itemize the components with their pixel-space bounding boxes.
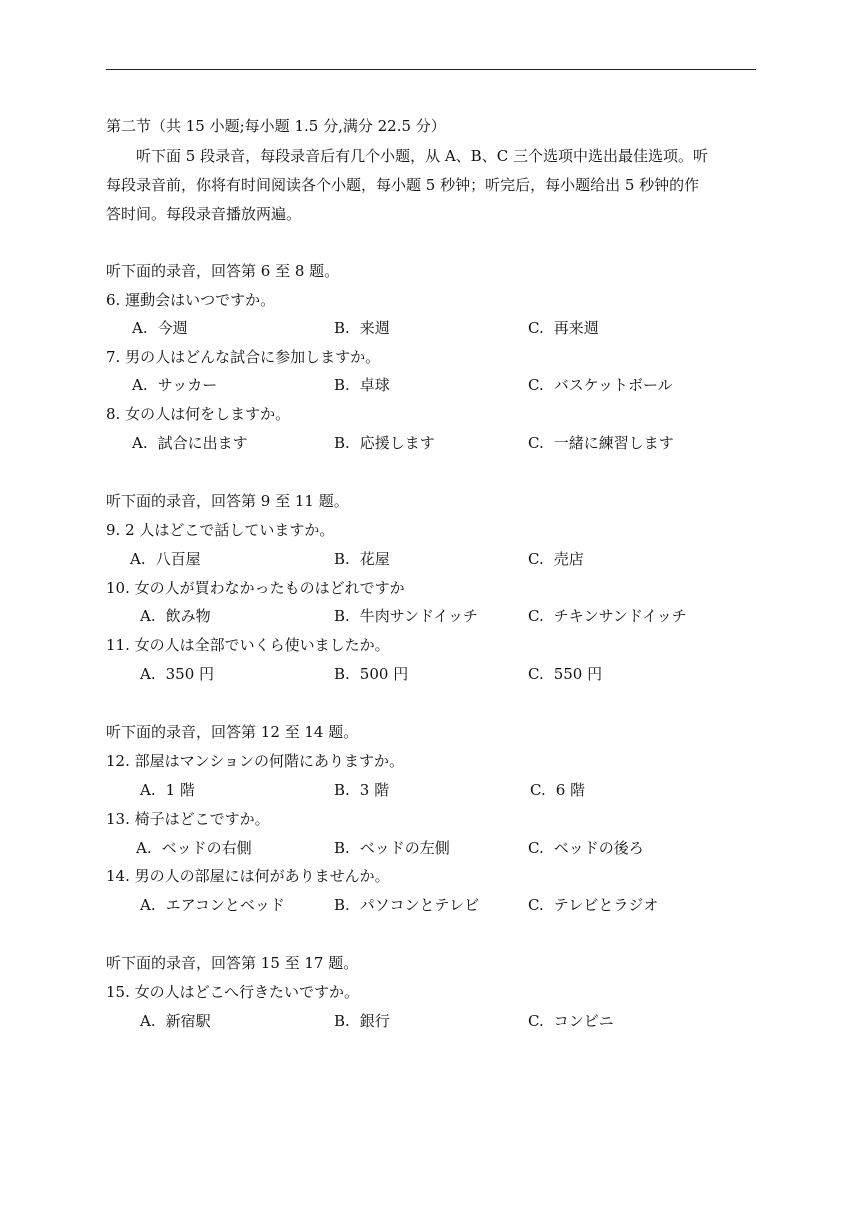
option-c: C. バスケットボール [528, 376, 673, 394]
group-heading: 听下面的录音，回答第 15 至 17 题。 [106, 954, 359, 972]
option-c: C. 550 円 [528, 665, 603, 683]
option-a: A. サッカー [132, 376, 218, 394]
option-c: C. 6 階 [530, 781, 586, 799]
question-stem: 11. 女の人は全部でいくら使いましたか。 [106, 636, 390, 654]
question-stem: 9. 2 人はどこで話していますか。 [106, 521, 335, 539]
option-c: C. ベッドの後ろ [528, 839, 644, 857]
option-b: B. 来週 [334, 319, 390, 337]
group-heading: 听下面的录音，回答第 9 至 11 题。 [106, 492, 349, 510]
option-b: B. 応援します [334, 434, 435, 452]
option-c: C. テレビとラジオ [528, 896, 659, 914]
option-a: A. 八百屋 [130, 550, 201, 568]
question-stem: 7. 男の人はどんな試合に参加しますか。 [106, 348, 381, 366]
question-stem: 6. 運動会はいつですか。 [106, 291, 276, 309]
option-a: A. 350 円 [140, 665, 215, 683]
option-a: A. 1 階 [140, 781, 195, 799]
section-title: 第二节（共 15 小题;每小题 1.5 分,满分 22.5 分） [106, 117, 446, 135]
instruction-line-2: 每段录音前，你将有时间阅读各个小题，每小题 5 秒钟；听完后，每小题给出 5 秒钟的作 [106, 176, 700, 194]
question-stem: 13. 椅子はどこですか。 [106, 810, 270, 828]
option-b: B. ベッドの左側 [334, 839, 450, 857]
question-stem: 8. 女の人は何をしますか。 [106, 405, 291, 423]
option-a: A. エアコンとベッド [140, 896, 285, 914]
option-b: B. 銀行 [334, 1012, 390, 1030]
option-c: C. 一緒に練習します [528, 434, 674, 452]
question-stem: 14. 男の人の部屋には何がありませんか。 [106, 867, 390, 885]
option-b: B. 卓球 [334, 376, 390, 394]
option-c: C. 売店 [528, 550, 584, 568]
option-a: A. ベッドの右側 [136, 839, 252, 857]
question-stem: 12. 部屋はマンションの何階にありますか。 [106, 752, 404, 770]
group-heading: 听下面的录音，回答第 12 至 14 题。 [106, 723, 359, 741]
instruction-line-1: 听下面 5 段录音，每段录音后有几个小题，从 A、B、C 三个选项中选出最佳选项。听 [136, 147, 708, 165]
option-b: B. 500 円 [334, 665, 409, 683]
option-a: A. 試合に出ます [132, 434, 248, 452]
option-c: C. コンビニ [528, 1012, 614, 1030]
option-c: C. チキンサンドイッチ [528, 607, 687, 625]
option-a: A. 今週 [132, 319, 188, 337]
question-stem: 10. 女の人が買わなかったものはどれですか [106, 579, 405, 597]
instruction-line-3: 答时间。每段录音播放两遍。 [106, 205, 302, 223]
question-stem: 15. 女の人はどこへ行きたいですか。 [106, 983, 360, 1001]
option-a: A. 飲み物 [140, 607, 211, 625]
option-b: B. 牛肉サンドイッチ [334, 607, 478, 625]
header-rule [106, 69, 756, 70]
option-a: A. 新宿駅 [140, 1012, 211, 1030]
option-b: B. 花屋 [334, 550, 390, 568]
option-b: B. 3 階 [334, 781, 390, 799]
option-c: C. 再来週 [528, 319, 599, 337]
option-b: B. パソコンとテレビ [334, 896, 480, 914]
group-heading: 听下面的录音，回答第 6 至 8 题。 [106, 262, 340, 280]
